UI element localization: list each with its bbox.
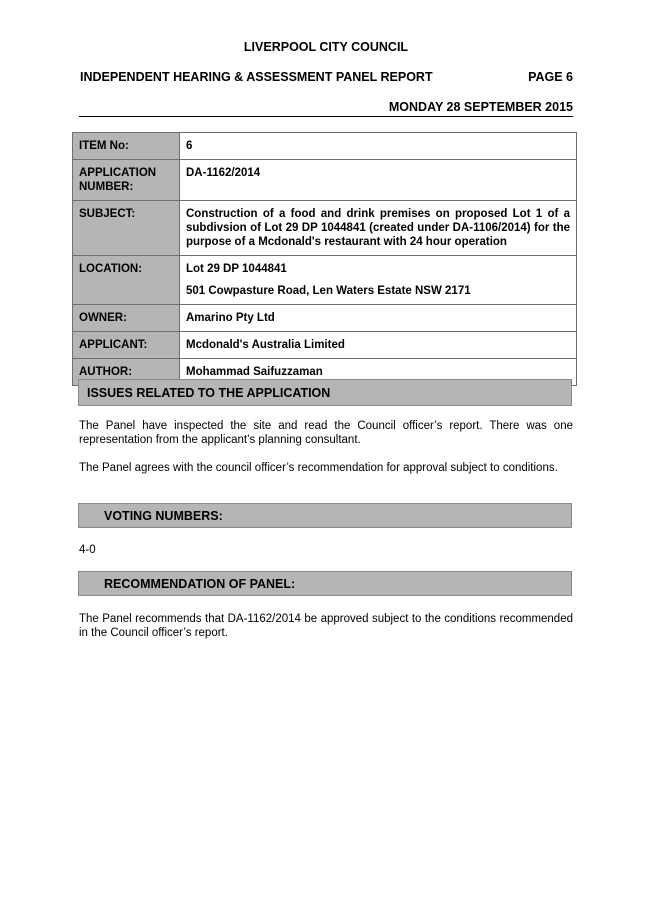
application-details-table (72, 132, 577, 386)
location-address: 501 Cowpasture Road, Len Waters Estate NSW 2171 (186, 285, 471, 297)
report-title: INDEPENDENT HEARING & ASSESSMENT PANEL REPORT (80, 70, 433, 84)
subject-value: Construction of a food and drink premises on proposed Lot 1 of a subdivsion of Lot 29 DP 1044841 (created under DA-1106/2014) for the purpose of a Mcdonald's restaurant with 24 hour operation (180, 201, 577, 256)
subject-label: SUBJECT: (73, 201, 180, 256)
meeting-date: MONDAY 28 SEPTEMBER 2015 (388, 100, 573, 114)
recommendation-paragraph: The Panel recommends that DA-1162/2014 be approved subject to the conditions recommended in the Council officer’s report. (79, 613, 573, 639)
author-label: AUTHOR: (73, 359, 180, 386)
table-row (73, 305, 577, 332)
header-divider (79, 116, 573, 117)
agreement-paragraph: The Panel agrees with the council officer’s recommendation for approval subject to conditions. (79, 462, 558, 474)
voting-result: 4-0 (79, 544, 96, 556)
page-number: PAGE 6 (528, 70, 573, 84)
application-value: DA-1162/2014 (180, 160, 577, 201)
location-value (180, 256, 577, 305)
voting-heading: VOTING NUMBERS: (78, 503, 572, 528)
table-row (73, 201, 577, 256)
location-lot: Lot 29 DP 1044841 (186, 263, 287, 275)
applicant-label: APPLICANT: (73, 332, 180, 359)
author-value: Mohammad Saifuzzaman (180, 359, 577, 386)
recommendation-heading: RECOMMENDATION OF PANEL: (78, 571, 572, 596)
owner-value: Amarino Pty Ltd (180, 305, 577, 332)
table-row (73, 256, 577, 305)
item-label: ITEM No: (73, 133, 180, 160)
council-name: LIVERPOOL CITY COUNCIL (243, 40, 409, 54)
issues-heading: ISSUES RELATED TO THE APPLICATION (78, 379, 572, 406)
table-row (73, 160, 577, 201)
issues-paragraph: The Panel have inspected the site and read the Council officer’s report. There was one representation from the applicant’s planning consultant. (79, 420, 573, 446)
table-row (73, 133, 577, 160)
application-label: APPLICATION NUMBER: (73, 160, 180, 201)
owner-label: OWNER: (73, 305, 180, 332)
item-value: 6 (180, 133, 577, 160)
location-label: LOCATION: (73, 256, 180, 305)
table-row (73, 332, 577, 359)
applicant-value: Mcdonald's Australia Limited (180, 332, 577, 359)
